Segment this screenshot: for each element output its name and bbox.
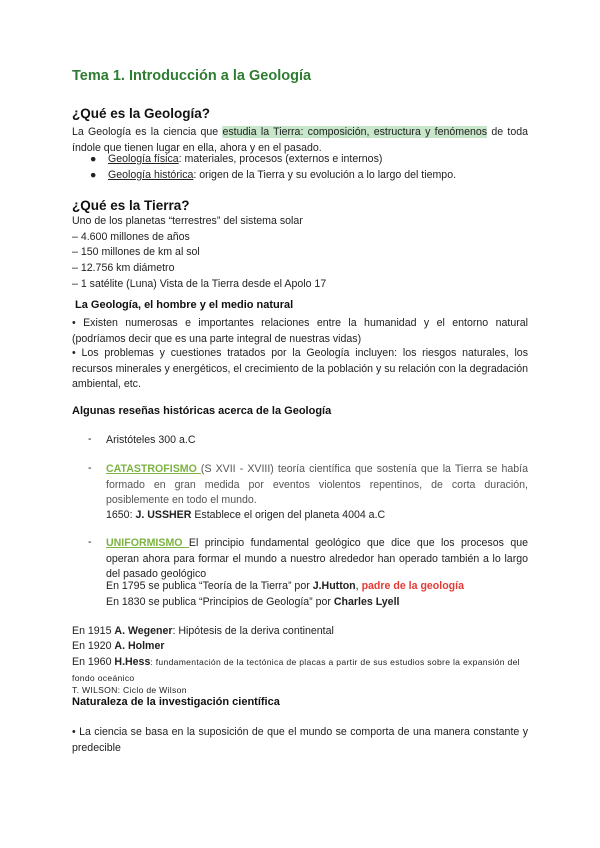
text-segment: 1650: (106, 509, 136, 521)
hess-line (72, 654, 528, 686)
text-segment: de toda índole que tienen lugar en ella, ahora y en el pasado. (72, 126, 529, 154)
name-holmer: A. Holmer (114, 640, 165, 652)
uniformismo-text: El principio fundamental geológico que dice que los procesos que operan ahora para formar el mundo a nuestro alrededor han operado también a lo largo del pasado geológico (106, 537, 528, 581)
section-heading-tierra: ¿Qué es la Tierra? (72, 198, 190, 213)
history-item-uniformismo (106, 536, 528, 583)
name-ussher: J. USSHER (135, 509, 192, 521)
bullet-icon: ● (90, 153, 97, 165)
name-lyell: Charles Lyell (333, 596, 400, 608)
wegener-line (72, 624, 528, 640)
fact-line: – 150 millones de km al sol (72, 246, 200, 259)
list-item-text: : materiales, procesos (externos e internos) (178, 153, 383, 165)
term-catastrofismo: CATASTROFISMO (106, 463, 201, 475)
text-segment: : Hipótesis de la deriva continental (172, 625, 334, 637)
catastrofismo-text: (S XVII - XVIII) teoría científica que sostenía que la Tierra se había formado en gran medida por eventos violentos repentinos, de corta duración, posiblemente en todo el mundo. (106, 463, 529, 507)
list-item-text: : origen de la Tierra y su evolución a lo largo del tiempo. (193, 169, 457, 181)
history-item-catastrofismo (106, 462, 528, 509)
fact-line: – 12.756 km diámetro (72, 262, 175, 275)
history-item-aristoteles: Aristóteles 300 a.C (106, 434, 196, 446)
tierra-facts (72, 214, 528, 293)
list-item-geologia-historica (90, 169, 456, 181)
lyell-line (106, 595, 528, 611)
section-heading-historia: Algunas reseñas históricas acerca de la Geología (72, 405, 332, 417)
name-hutton: J.Hutton (312, 580, 356, 592)
term-geologia-historica: Geología histórica (108, 169, 194, 181)
section-heading-investigacion: Naturaleza de la investigación científica (72, 696, 280, 708)
paragraph-ciencia: • La ciencia se basa en la suposición de que el mundo se comporta de una manera constante y predecible (72, 726, 528, 754)
paragraph-relaciones: • Existen numerosas e importantes relaciones entre la humanidad y el entorno natural (podríamos decir que es una parte integral de nuestras vidas) (72, 317, 528, 345)
text-segment: , (355, 580, 362, 592)
text-segment: En 1915 (72, 625, 115, 637)
paragraph-definicion-geologia (72, 125, 528, 156)
hutton-line (106, 579, 528, 595)
highlighted-text: estudia la Tierra: composición, estructura y fenómenos (222, 126, 488, 138)
dash-marker: - (88, 536, 92, 548)
fact-line: Uno de los planetas “terrestres” del sistema solar (72, 215, 303, 227)
name-hess: H.Hess (114, 656, 151, 668)
text-segment: En 1960 (72, 656, 115, 668)
bullet-icon: ● (90, 169, 97, 181)
section-heading-geologia: ¿Qué es la Geología? (72, 106, 211, 121)
section-heading-hombre: La Geología, el hombre y el medio natural (75, 299, 294, 311)
text-segment: La Geología es la ciencia que (72, 126, 223, 138)
term-geologia-fisica: Geología física (108, 153, 179, 165)
wilson-line: T. WILSON: Ciclo de Wilson (72, 685, 187, 695)
name-wegener: A. Wegener (114, 625, 173, 637)
text-segment: En 1795 se publica “Teoría de la Tierra” por (106, 580, 313, 592)
list-item-geologia-fisica (90, 153, 382, 165)
text-segment: En 1920 (72, 640, 115, 652)
fact-line: – 1 satélite (Luna) Vista de la Tierra desde el Apolo 17 (72, 277, 327, 290)
paragraph-problemas: • Los problemas y cuestiones tratados por la Geología incluyen: los riesgos naturales, los recursos minerales y energéticos, el crecimiento de la población y su relación con la degradación ambiental, etc. (72, 347, 528, 391)
document-title: Tema 1. Introducción a la Geología (72, 68, 312, 84)
ussher-line (106, 508, 528, 524)
holmer-line (72, 639, 528, 655)
dash-marker: - (88, 462, 92, 474)
fact-line: – 4.600 millones de años (72, 230, 190, 243)
hess-text: : fundamentación de la tectónica de placas a partir de sus estudios sobre la expansión del fondo oceánico (72, 657, 520, 683)
term-uniformismo: UNIFORMISMO (106, 537, 189, 549)
padre-geologia-text: padre de la geología (361, 580, 464, 592)
dash-marker: - (88, 433, 92, 445)
text-segment: En 1830 se publica “Principios de Geología” por (106, 596, 334, 608)
text-segment: Establece el origen del planeta 4004 a.C (191, 509, 386, 521)
